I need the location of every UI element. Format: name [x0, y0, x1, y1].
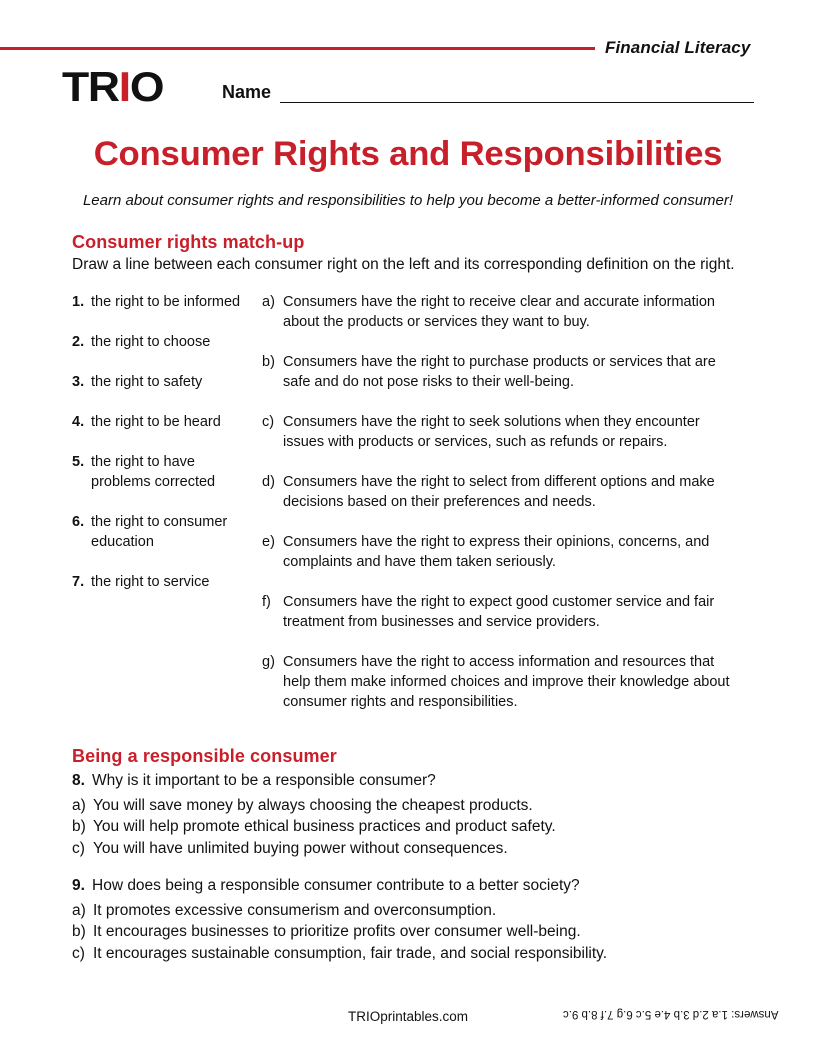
item-number: 3. — [72, 374, 85, 390]
logo-text-i: I — [118, 63, 130, 110]
question-number: 9. — [72, 877, 85, 894]
item-definition: Consumers have the right to seek solutions when they encounter issues with products or services, such as refunds or repairs. — [283, 414, 700, 450]
item-number: 5. — [72, 454, 85, 470]
item-letter: e) — [262, 534, 275, 550]
matchup-instructions: Draw a line between each consumer right on the left and its corresponding definition on the right. — [72, 256, 735, 273]
question-text: How does being a responsible consumer contribute to a better society? — [92, 877, 580, 894]
list-item[interactable] — [262, 412, 744, 452]
item-definition: Consumers have the right to select from different options and make decisions based on their preferences and needs. — [283, 474, 715, 510]
item-label: the right to service — [91, 574, 210, 590]
item-number: 4. — [72, 414, 85, 430]
question-text: Why is it important to be a responsible consumer? — [92, 772, 436, 789]
choice-letter: c) — [72, 839, 85, 857]
item-number: 6. — [72, 514, 85, 530]
logo-text-tr: TR — [62, 63, 119, 110]
item-label: the right to consumer education — [91, 514, 228, 550]
item-definition: Consumers have the right to expect good customer service and fair treatment from businesses and service providers. — [283, 594, 715, 630]
choice-text: You will have unlimited buying power without consequences. — [93, 839, 508, 857]
logo-text-o: O — [129, 63, 164, 110]
choice-letter: a) — [72, 796, 86, 814]
page-subtitle: Learn about consumer rights and responsibilities to help you become a better-informed consumer! — [82, 192, 734, 209]
choice-letter: b) — [72, 818, 86, 835]
name-label: Name — [222, 82, 272, 102]
question-block-9 — [72, 875, 752, 964]
list-item[interactable] — [72, 292, 252, 312]
item-letter: a) — [262, 294, 275, 310]
responsible-section-heading: Being a responsible consumer — [72, 746, 337, 766]
question-block-8 — [72, 770, 752, 859]
item-letter: c) — [262, 414, 275, 430]
item-letter: d) — [262, 474, 275, 490]
list-item[interactable] — [262, 292, 744, 332]
list-item[interactable] — [262, 352, 744, 392]
list-item[interactable] — [72, 452, 252, 492]
question-number: 8. — [72, 772, 85, 789]
matchup-section-heading: Consumer rights match-up — [72, 232, 305, 252]
item-letter: b) — [262, 354, 275, 370]
item-label: the right to choose — [91, 334, 211, 350]
item-definition: Consumers have the right to purchase products or services that are safe and do not pose risks to their well-being. — [283, 354, 716, 390]
item-number: 7. — [72, 574, 85, 590]
item-label: the right to be heard — [91, 414, 221, 430]
choice-text: You will save money by always choosing the cheapest products. — [93, 796, 533, 814]
footer-website[interactable]: TRIOprintables.com — [347, 1009, 469, 1024]
matchup-left-column — [72, 292, 252, 592]
answer-choice[interactable] — [72, 900, 752, 922]
choice-text: You will help promote ethical business practices and product safety. — [93, 818, 556, 835]
choice-letter: b) — [72, 923, 86, 940]
list-item[interactable] — [72, 412, 252, 432]
item-label: the right to have problems corrected — [91, 454, 216, 490]
question-prompt — [72, 770, 752, 792]
choice-text: It encourages sustainable consumption, fair trade, and social responsibility. — [93, 944, 608, 962]
question-prompt — [72, 875, 752, 897]
list-item[interactable] — [262, 592, 744, 632]
list-item[interactable] — [72, 512, 252, 552]
item-definition: Consumers have the right to access information and resources that help them make informed choices and improve their knowledge about consumer rights and responsibilities. — [283, 654, 730, 710]
header-red-rule — [0, 47, 595, 50]
answer-choice[interactable] — [72, 816, 752, 838]
page-title: Consumer Rights and Responsibilities — [93, 135, 723, 173]
name-write-line[interactable] — [280, 102, 754, 103]
list-item[interactable] — [72, 572, 252, 592]
answer-choice[interactable] — [72, 795, 752, 817]
answer-choice[interactable] — [72, 838, 752, 860]
item-number: 1. — [72, 294, 85, 310]
choice-text: It encourages businesses to prioritize profits over consumer well-being. — [93, 923, 581, 940]
trio-logo — [62, 63, 164, 110]
item-letter: g) — [262, 654, 275, 670]
item-label: the right to be informed — [91, 294, 241, 310]
list-item[interactable] — [262, 652, 744, 712]
list-item[interactable] — [72, 332, 252, 352]
list-item[interactable] — [262, 472, 744, 512]
header-band — [0, 36, 816, 60]
matchup-right-column — [262, 292, 744, 712]
choice-letter: c) — [72, 944, 85, 962]
answer-choice[interactable] — [72, 943, 752, 965]
answer-choice[interactable] — [72, 921, 752, 943]
answer-key: Answers: 1.a 2.d 3.b 4.e 5.c 6.g 7.f 8.b 9.c — [562, 1008, 778, 1020]
item-definition: Consumers have the right to receive clear and accurate information about the products or services they want to buy. — [283, 294, 715, 330]
list-item[interactable] — [262, 532, 744, 572]
logo-name-row — [62, 63, 754, 110]
list-item[interactable] — [72, 372, 252, 392]
item-definition: Consumers have the right to express their opinions, concerns, and complaints and have them taken seriously. — [283, 534, 710, 570]
choice-text: It promotes excessive consumerism and overconsumption. — [93, 901, 497, 919]
item-letter: f) — [262, 594, 271, 610]
item-label: the right to safety — [91, 374, 203, 390]
subject-label: Financial Literacy — [605, 38, 751, 57]
choice-letter: a) — [72, 901, 86, 919]
item-number: 2. — [72, 334, 85, 350]
